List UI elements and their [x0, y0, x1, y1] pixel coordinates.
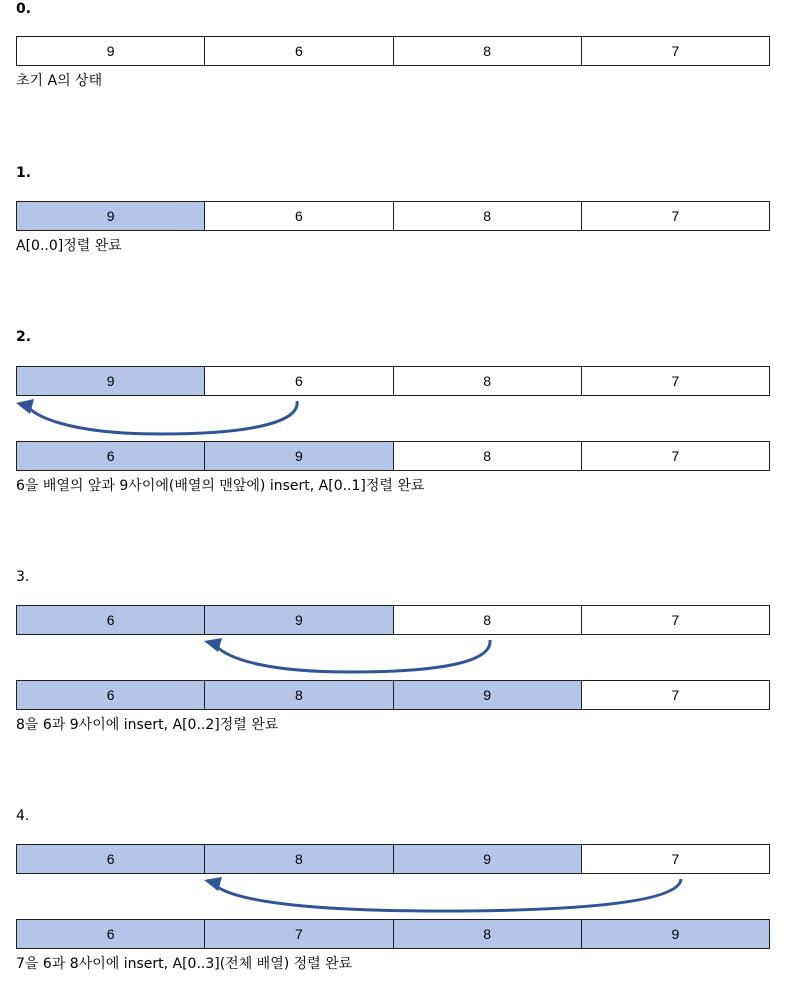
step-1-caption: A[0..0]정렬 완료: [16, 238, 122, 254]
array-cell-sorted: 9: [17, 202, 204, 230]
array-cell: 7: [581, 202, 769, 230]
array-cell: 8: [393, 606, 581, 634]
array-cell: 6: [204, 367, 392, 395]
step-0-caption: 초기 A의 상태: [16, 73, 103, 89]
array-cell-sorted: 9: [393, 845, 581, 873]
array-cell: 9: [17, 37, 204, 65]
array-cell-sorted: 7: [204, 920, 392, 948]
array-step-4-after: [16, 919, 770, 949]
array-cell: 7: [581, 37, 769, 65]
array-step-0: [16, 36, 770, 66]
array-cell-sorted: 6: [17, 920, 204, 948]
array-step-4-before: [16, 844, 770, 874]
array-step-2-before: [16, 366, 770, 396]
step-4-title: 4.: [16, 808, 30, 824]
array-cell-sorted: 6: [17, 681, 204, 709]
step-0-title: 0.: [16, 1, 32, 17]
array-cell: 8: [393, 202, 581, 230]
array-cell-sorted: 6: [17, 442, 204, 470]
array-cell: 6: [204, 37, 392, 65]
array-step-3-after: [16, 680, 770, 710]
step-4-caption: 7을 6과 8사이에 insert, A[0..3](전체 배열) 정렬 완료: [16, 956, 353, 972]
array-cell: 6: [204, 202, 392, 230]
array-cell-sorted: 9: [204, 442, 392, 470]
array-cell-sorted: 8: [204, 845, 392, 873]
array-cell: 8: [393, 367, 581, 395]
array-cell: 8: [393, 442, 581, 470]
array-step-2-after: [16, 441, 770, 471]
array-cell-sorted: 9: [581, 920, 769, 948]
step-3-title: 3.: [16, 569, 30, 585]
array-cell: 8: [393, 37, 581, 65]
array-cell-sorted: 8: [204, 681, 392, 709]
step-2-caption: 6을 배열의 앞과 9사이에(배열의 맨앞에) insert, A[0..1]정렬 완료: [16, 478, 425, 494]
array-cell: 7: [581, 681, 769, 709]
array-cell: 7: [581, 845, 769, 873]
array-cell-sorted: 6: [17, 606, 204, 634]
step-3-caption: 8을 6과 9사이에 insert, A[0..2]정렬 완료: [16, 717, 279, 733]
array-cell-sorted: 9: [204, 606, 392, 634]
array-cell: 7: [581, 442, 769, 470]
array-cell-sorted: 6: [17, 845, 204, 873]
array-cell-sorted: 8: [393, 920, 581, 948]
array-step-3-before: [16, 605, 770, 635]
array-cell: 7: [581, 606, 769, 634]
array-cell-sorted: 9: [393, 681, 581, 709]
step-2-title: 2.: [16, 329, 32, 345]
step-1-title: 1.: [16, 165, 32, 181]
array-step-1: [16, 201, 770, 231]
array-cell: 7: [581, 367, 769, 395]
array-cell-sorted: 9: [17, 367, 204, 395]
